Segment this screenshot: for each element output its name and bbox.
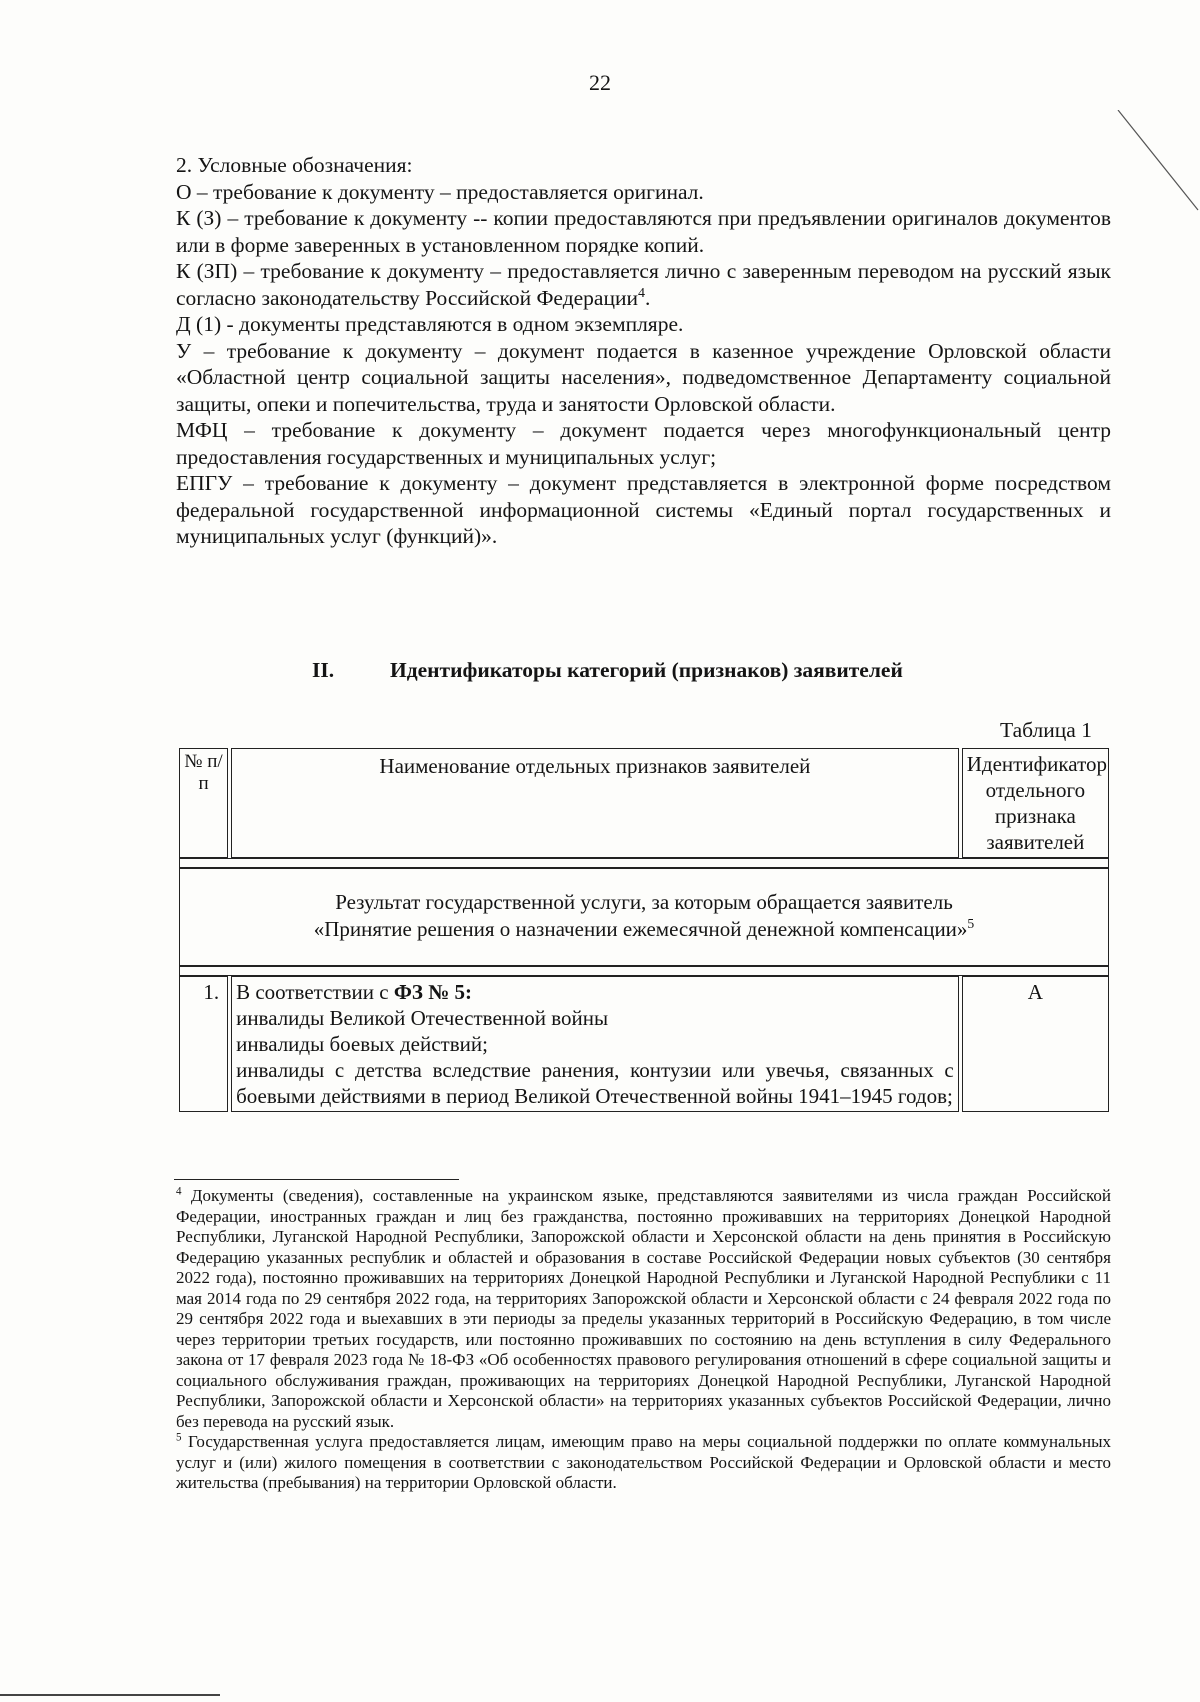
legend-item-translation-tail: . (644, 285, 651, 310)
header-num: № п/п (179, 748, 228, 858)
table-caption: Таблица 1 (1000, 718, 1092, 742)
row-lead-text: В соответствии с (236, 980, 394, 1004)
legend-item-translation (176, 258, 1111, 311)
result-line2-wrap (190, 916, 1098, 943)
result-cell (179, 868, 1109, 966)
row-line: инвалиды боевых действий; (236, 1032, 488, 1056)
legend-item-mfc: МФЦ – требование к документу – документ подается через многофункциональный центр предоставления государственных и муниципальных услуг; (176, 418, 1111, 469)
row-identifier: А (962, 976, 1109, 1112)
header-name: Наименование отдельных признаков заявителей (231, 748, 959, 858)
legend-item-institution: У – требование к документу – документ подается в казенное учреждение Орловской области «Областной центр социальной защиты населения», подведомственное Департаменту социальной защиты, опеки и попечительства, труда и занятости Орловской области. (176, 338, 1111, 416)
footnote-5 (176, 1432, 1111, 1494)
footnote-5-mark: 5 (176, 1431, 182, 1444)
footnote-ref-4[interactable]: 4 (638, 285, 645, 301)
legend-title: 2. Условные обозначения: (176, 153, 413, 177)
result-line2: «Принятие решения о назначении ежемесячной денежной компенсации» (313, 917, 968, 941)
table-row (179, 976, 1109, 1112)
footnote-4 (176, 1186, 1111, 1432)
row-lead-law: ФЗ № 5: (393, 980, 473, 1004)
legend-item-translation-text: К (ЗП) – требование к документу – предоставляется лично с заверенным переводом на русский язык согласно законодательству Российской Федерации (176, 259, 1111, 310)
scan-edge-line (0, 1694, 220, 1696)
legend-item-original: О – требование к документу – предоставляется оригинал. (176, 179, 704, 204)
row-description (231, 976, 959, 1112)
footnote-4-mark: 4 (176, 1185, 182, 1198)
result-line1: Результат государственной услуги, за которым обращается заявитель (335, 890, 953, 914)
table-header-row (179, 748, 1109, 858)
footnote-4-text: Документы (сведения), составленные на украинском языке, представляются заявителями из числа граждан Российской Федерации, иностранных граждан и лиц без гражданства, постоянно проживавших на территориях Донецкой Народной Республики, Луганской Народной Республики, Запорожской области и Херсонской области на день принятия в Российскую Федерацию указанных республик и областей и образования в составе Российской Федерации новых субъектов (30 сентября 2022 года), постоянно проживавших на территориях Донецкой Народной Республики и Луганской Народной Республики с 11 мая 2014 года по 29 сентября 2022 года, на территориях Запорожской области и Херсонской области с 24 февраля 2022 года по 29 сентября 2022 года и выехавших в эти периоды за пределы указанных территорий в Российскую Федерацию, в том числе через территории третьих государств, или постоянно проживавших по состоянию на день вступления в силу Федерального закона от 17 февраля 2023 года № 18-ФЗ «Об особенностях правового регулирования отношений в сфере социальной защиты и социального обслуживания граждан, проживающих на территориях Донецкой Народной Республики, Луганской Народной Республики, Запорожской области и Херсонской области» на территориях указанных субъектов Российской Федерации, лично без перевода на русский язык. (176, 1186, 1111, 1431)
footnote-5-text: Государственная услуга предоставляется лицам, имеющим право на меры социальной поддержки по оплате коммунальных услуг и (или) жилого помещения в соответствии с законодательством Российской Федерации и Орловской области и место жительства (пребывания) на территории Орловской области. (176, 1432, 1111, 1492)
legend-item-certified-copy: К (З) – требование к документу -- копии предоставляются при предъявлении оригиналов документов или в форме заверенных в установленном порядке копий. (176, 206, 1111, 257)
applicant-categories-table (176, 748, 1112, 1112)
legend-item-epgu: ЕПГУ – требование к документу – документ представляется в электронной форме посредством федеральной государственной информационной системы «Единый портал государственных и муниципальных услуг (функций)». (176, 471, 1111, 548)
footnote-ref-5[interactable]: 5 (967, 916, 975, 931)
footnotes (176, 1186, 1111, 1494)
section-number: II. (312, 658, 335, 682)
row-number: 1. (179, 976, 228, 1112)
page-number: 22 (589, 70, 611, 95)
section-title: Идентификаторы категорий (признаков) заявителей (390, 658, 903, 682)
row-line: инвалиды с детства вследствие ранения, контузии или увечья, связанных с боевыми действиями в период Великой Отечественной войны 1941–1945 годов; (236, 1058, 954, 1108)
footnote-separator (174, 1179, 459, 1180)
row-lead (236, 979, 954, 1005)
row-line: инвалиды Великой Отечественной войны (236, 1006, 609, 1030)
scan-artifact-line (1100, 110, 1200, 220)
section-heading (312, 658, 903, 683)
header-identifier: Идентификатор отдельного признака заявителей (962, 748, 1109, 858)
result-row (179, 868, 1109, 966)
legend-item-single-copy: Д (1) - документы представляются в одном экземпляре. (176, 312, 684, 336)
legend-block (176, 152, 1111, 550)
